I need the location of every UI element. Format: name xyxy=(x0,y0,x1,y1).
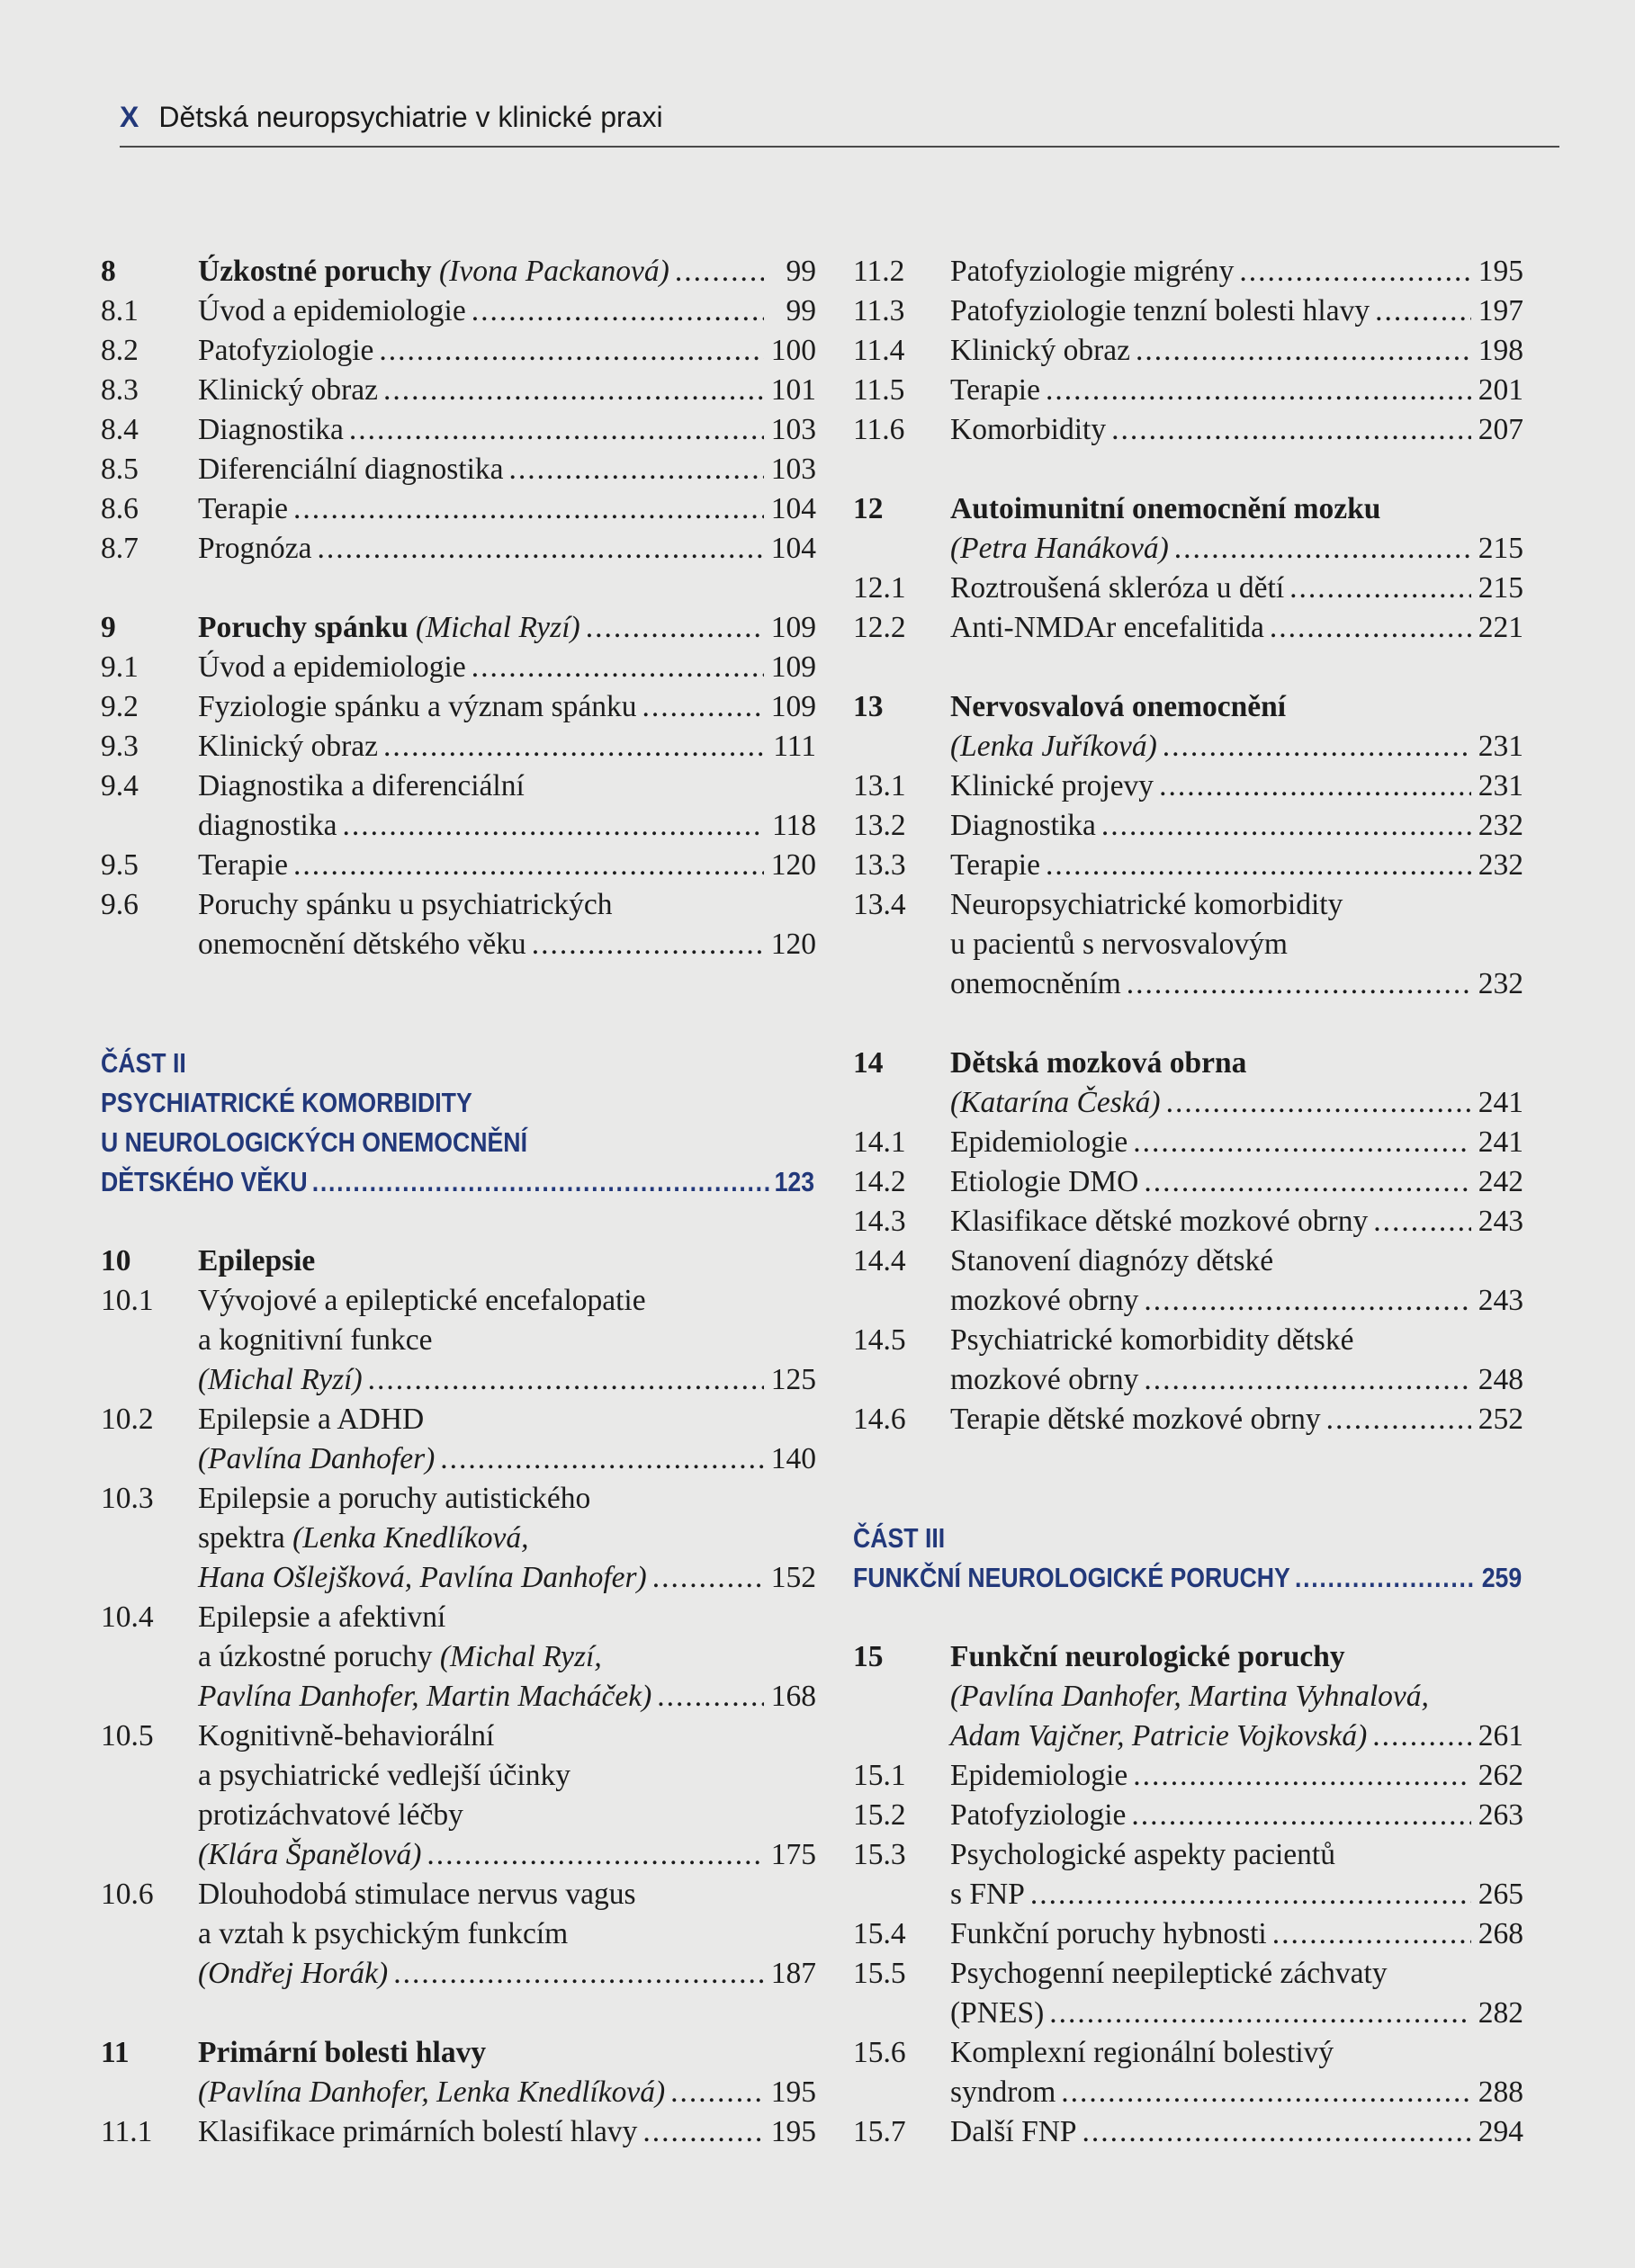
toc-entry[interactable]: 15.6 Komplexní regionální bolestivý syndrom ..... 288 xyxy=(853,2033,1523,2112)
toc-entry[interactable]: 11.5 Terapie ..... 201 xyxy=(853,371,1523,410)
toc-entry[interactable]: 14.4 Stanovení diagnózy dětské mozkové obrny ..... 243 xyxy=(853,1242,1523,1321)
toc-part-3[interactable] xyxy=(853,1519,1523,1598)
toc-entry[interactable]: 15.1 Epidemiologie ..... 262 xyxy=(853,1756,1523,1796)
header-title: Dětská neuropsychiatrie v klinické praxi xyxy=(158,101,663,133)
toc-entry[interactable]: 15.3 Psychologické aspekty pacientů s FNP ..... 265 xyxy=(853,1835,1523,1914)
toc-entry[interactable]: 12.2 Anti-NMDAr encefalitida ..... 221 xyxy=(853,608,1523,648)
toc-entry[interactable]: 15.2 Patofyziologie ..... 263 xyxy=(853,1796,1523,1835)
toc-entry[interactable]: 9.5 Terapie ..... 120 xyxy=(101,846,816,885)
chapter-author: (Lenka Juříková) xyxy=(950,730,1157,763)
toc-chapter-11[interactable]: 11 Primární bolesti hlavy (Pavlína Danhofer, Lenka Knedlíková) ..... 195 xyxy=(101,2033,816,2112)
toc-entry[interactable]: 8.6 Terapie ..... 104 xyxy=(101,489,816,529)
toc-chapter-8[interactable]: 8 Úzkostné poruchy (Ivona Packanová) ..... 99 xyxy=(101,252,816,291)
chapter-author: (Pavlína Danhofer, Lenka Knedlíková) xyxy=(198,2075,666,2109)
toc-entry[interactable]: 10.2 Epilepsie a ADHD (Pavlína Danhofer) ..... 140 xyxy=(101,1400,816,1479)
part-label: ČÁST III xyxy=(853,1522,946,1554)
toc-entry[interactable]: 10.4 Epilepsie a afektivní a úzkostné poruchy (Michal Ryzí, Pavlína Danhofer, Martin Macháček) ..... 168 xyxy=(101,1598,816,1717)
page-header xyxy=(120,101,1559,134)
chapter-author: Adam Vajčner, Patricie Vojkovská) xyxy=(950,1719,1368,1753)
toc-chapter-10[interactable]: 10 Epilepsie xyxy=(101,1242,816,1281)
toc-entry[interactable]: 14.6 Terapie dětské mozkové obrny ..... 252 xyxy=(853,1400,1523,1439)
chapter-author: (Pavlína Danhofer, Martina Vyhnalová, xyxy=(950,1680,1429,1713)
toc-entry[interactable]: 11.6 Komorbidity ..... 207 xyxy=(853,410,1523,450)
chapter-author: (Ivona Packanová) xyxy=(439,255,669,288)
toc-entry[interactable]: 10.1 Vývojové a epileptické encefalopatie a kognitivní funkce (Michal Ryzí) ..... 125 xyxy=(101,1281,816,1400)
chapter-title: Úzkostné poruchy xyxy=(198,255,432,288)
toc-entry[interactable]: 11.3 Patofyziologie tenzní bolesti hlavy ..... 197 xyxy=(853,291,1523,331)
toc-entry[interactable]: 14.2 Etiologie DMO ..... 242 xyxy=(853,1162,1523,1202)
toc-chapter-15[interactable]: 15 Funkční neurologické poruchy (Pavlína Danhofer, Martina Vyhnalová, Adam Vajčner, Patricie Vojkovská) ..... 261 xyxy=(853,1637,1523,1756)
chapter-author: (Michal Ryzí) xyxy=(416,611,580,644)
toc-entry[interactable]: 8.4 Diagnostika ..... 103 xyxy=(101,410,816,450)
page-number: 99 xyxy=(786,255,816,288)
chapter-author: (Katarína Česká) xyxy=(950,1086,1161,1119)
header-page-number: X xyxy=(120,101,139,133)
toc-right-column xyxy=(853,252,1523,2152)
toc-entry[interactable]: 14.1 Epidemiologie ..... 241 xyxy=(853,1123,1523,1162)
part-title-line: DĚTSKÉHO VĚKU xyxy=(101,1166,308,1197)
toc-entry[interactable]: 13.4 Neuropsychiatrické komorbidity u pacientů s nervosvalovým onemocněním ..... 232 xyxy=(853,885,1523,1004)
toc-entry[interactable]: 15.7 Další FNP ..... 294 xyxy=(853,2112,1523,2152)
chapter-title: Nervosvalová onemocnění xyxy=(950,690,1287,723)
part-title-line: PSYCHIATRICKÉ KOMORBIDITY xyxy=(101,1087,472,1118)
toc-entry[interactable]: 9.4 Diagnostika a diferenciální diagnostika ..... 118 xyxy=(101,766,816,846)
chapter-title: Funkční neurologické poruchy xyxy=(950,1640,1345,1673)
toc-entry[interactable]: 9.1 Úvod a epidemiologie ..... 109 xyxy=(101,648,816,687)
part-title-line: FUNKČNÍ NEUROLOGICKÉ PORUCHY xyxy=(853,1562,1290,1593)
part-label: ČÁST II xyxy=(101,1047,186,1079)
toc-entry[interactable]: 10.3 Epilepsie a poruchy autistického spektra (Lenka Knedlíková, Hana Ošlejšková, Pavlína Danhofer) ..... 152 xyxy=(101,1479,816,1598)
toc-entry[interactable]: 8.7 Prognóza ..... 104 xyxy=(101,529,816,569)
toc-entry[interactable]: 11.4 Klinický obraz ..... 198 xyxy=(853,331,1523,371)
toc-entry[interactable]: 9.2 Fyziologie spánku a význam spánku ..... 109 xyxy=(101,687,816,727)
toc-entry[interactable]: 11.2 Patofyziologie migrény ..... 195 xyxy=(853,252,1523,291)
toc-entry[interactable]: 12.1 Roztroušená skleróza u dětí ..... 215 xyxy=(853,569,1523,608)
toc-entry[interactable]: 9.6 Poruchy spánku u psychiatrických onemocnění dětského věku ..... 120 xyxy=(101,885,816,964)
toc-entry[interactable]: 15.4 Funkční poruchy hybnosti ..... 268 xyxy=(853,1914,1523,1954)
toc-entry[interactable]: 13.1 Klinické projevy ..... 231 xyxy=(853,766,1523,806)
toc-left-column xyxy=(101,252,816,2152)
chapter-title: Primární bolesti hlavy xyxy=(198,2036,487,2069)
toc-chapter-13[interactable]: 13 Nervosvalová onemocnění (Lenka Juříková) ..... 231 xyxy=(853,687,1523,766)
toc-entry[interactable]: 8.5 Diferenciální diagnostika ..... 103 xyxy=(101,450,816,489)
toc-entry[interactable]: 9.3 Klinický obraz ..... 111 xyxy=(101,727,816,766)
chapter-author: (Petra Hanáková) xyxy=(950,532,1169,565)
toc-chapter-14[interactable]: 14 Dětská mozková obrna (Katarína Česká) ..... 241 xyxy=(853,1044,1523,1123)
chapter-title: Poruchy spánku xyxy=(198,611,409,644)
toc-part-2[interactable] xyxy=(101,1044,815,1202)
chapter-title: Epilepsie xyxy=(198,1244,316,1277)
toc-entry[interactable]: 10.6 Dlouhodobá stimulace nervus vagus a vztah k psychickým funkcím (Ondřej Horák) ..... 187 xyxy=(101,1875,816,1994)
toc-chapter-12[interactable]: 12 Autoimunitní onemocnění mozku (Petra Hanáková) ..... 215 xyxy=(853,489,1523,569)
part-title-line: U NEUROLOGICKÝCH ONEMOCNĚNÍ xyxy=(101,1126,527,1158)
toc-entry[interactable]: 14.5 Psychiatrické komorbidity dětské mozkové obrny ..... 248 xyxy=(853,1321,1523,1400)
toc-entry[interactable]: 13.2 Diagnostika ..... 232 xyxy=(853,806,1523,846)
chapter-title: Dětská mozková obrna xyxy=(950,1046,1247,1080)
toc-entry[interactable]: 15.5 Psychogenní neepileptické záchvaty (PNES) ..... 282 xyxy=(853,1954,1523,2033)
toc-chapter-9[interactable]: 9 Poruchy spánku (Michal Ryzí) ..... 109 xyxy=(101,608,816,648)
toc-entry[interactable]: 10.5 Kognitivně-behaviorální a psychiatrické vedlejší účinky protizáchvatové léčby (Klára Španělová) ..... 175 xyxy=(101,1717,816,1875)
toc-entry[interactable]: 11.1 Klasifikace primárních bolestí hlavy ..... 195 xyxy=(101,2112,816,2152)
toc-entry[interactable]: 8.2 Patofyziologie ..... 100 xyxy=(101,331,816,371)
page-number: 259 xyxy=(1481,1562,1523,1593)
page-number: 123 xyxy=(774,1166,815,1197)
chapter-title: Autoimunitní onemocnění mozku xyxy=(950,492,1381,525)
header-rule xyxy=(120,146,1559,148)
toc-entry[interactable]: 13.3 Terapie ..... 232 xyxy=(853,846,1523,885)
toc-entry[interactable]: 14.3 Klasifikace dětské mozkové obrny ..... 243 xyxy=(853,1202,1523,1242)
toc-entry[interactable]: 8.3 Klinický obraz ..... 101 xyxy=(101,371,816,410)
toc-entry[interactable]: 8.1 Úvod a epidemiologie ..... 99 xyxy=(101,291,816,331)
